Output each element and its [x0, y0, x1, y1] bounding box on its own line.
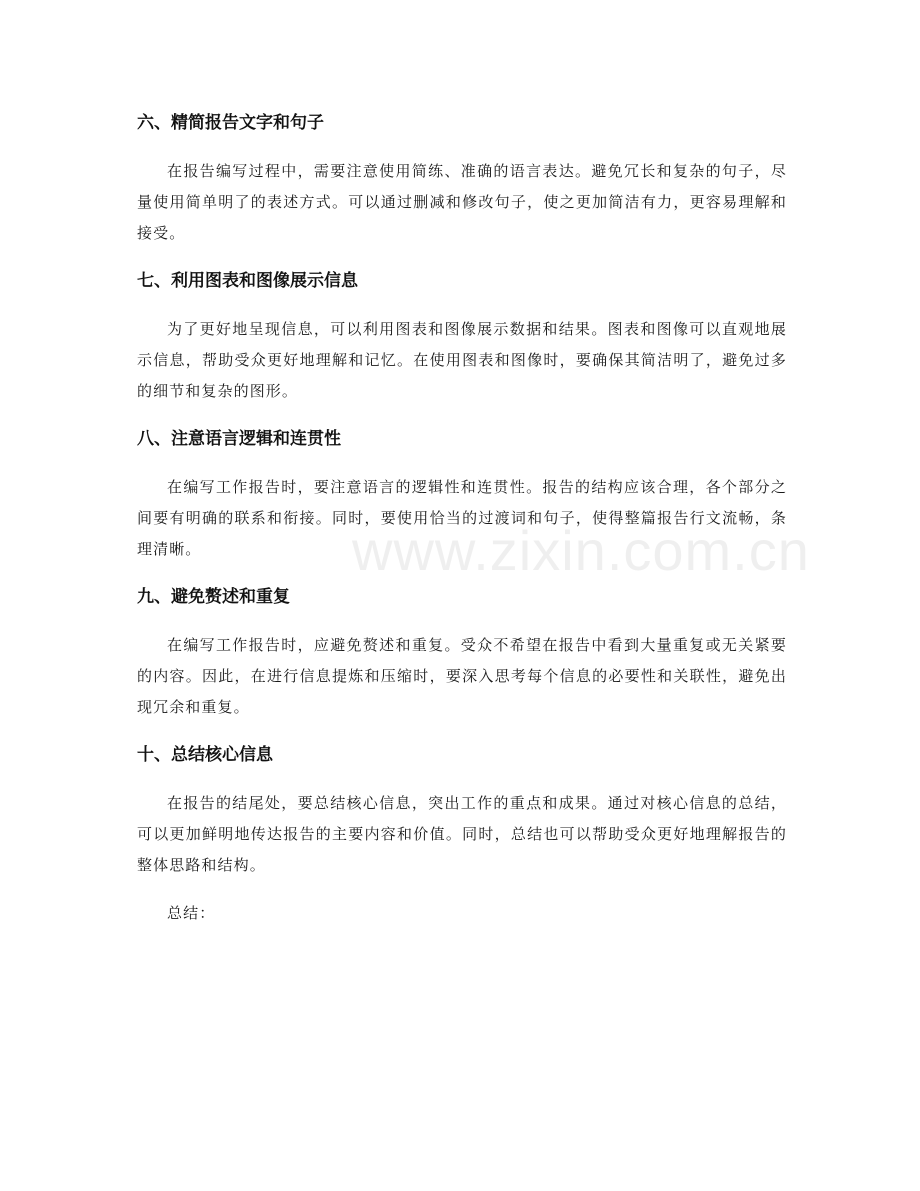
section-paragraph: 在编写工作报告时，应避免赘述和重复。受众不希望在报告中看到大量重复或无关紧要的内容。因此，在进行信息提炼和压缩时，要深入思考每个信息的必要性和关联性，避免出现冗余和重复。 — [137, 636, 787, 716]
section-heading: 六、精简报告文字和句子 — [137, 113, 324, 133]
section-paragraph: 在报告编写过程中，需要注意使用简练、准确的语言表达。避免冗长和复杂的句子，尽量使用简单明了的表述方式。可以通过删减和修改句子，使之更加简洁有力，更容易理解和接受。 — [137, 162, 787, 242]
section-7 — [137, 266, 787, 407]
section-heading: 十、总结核心信息 — [137, 745, 273, 765]
section-paragraph: 在报告的结尾处，要总结核心信息，突出工作的重点和成果。通过对核心信息的总结，可以更加鲜明地传达报告的主要内容和价值。同时，总结也可以帮助受众更好地理解报告的整体思路和结构。 — [137, 794, 787, 874]
watermark: www.zixin.com.cn — [352, 519, 810, 582]
section-heading: 七、利用图表和图像展示信息 — [137, 271, 358, 291]
section-10 — [137, 740, 787, 881]
section-6 — [137, 108, 787, 249]
section-paragraph: 为了更好地呈现信息，可以利用图表和图像展示数据和结果。图表和图像可以直观地展示信息，帮助受众更好地理解和记忆。在使用图表和图像时，要确保其简洁明了，避免过多的细节和复杂的图形。 — [137, 320, 787, 400]
section-heading: 九、避免赘述和重复 — [137, 587, 290, 607]
section-heading: 八、注意语言逻辑和连贯性 — [137, 429, 341, 449]
section-paragraph: 在编写工作报告时，要注意语言的逻辑性和连贯性。报告的结构应该合理，各个部分之间要有明确的联系和衔接。同时，要使用恰当的过渡词和句子，使得整篇报告行文流畅，条理清晰。 — [137, 478, 787, 558]
section-9 — [137, 582, 787, 723]
summary-label: 总结： — [167, 904, 216, 922]
